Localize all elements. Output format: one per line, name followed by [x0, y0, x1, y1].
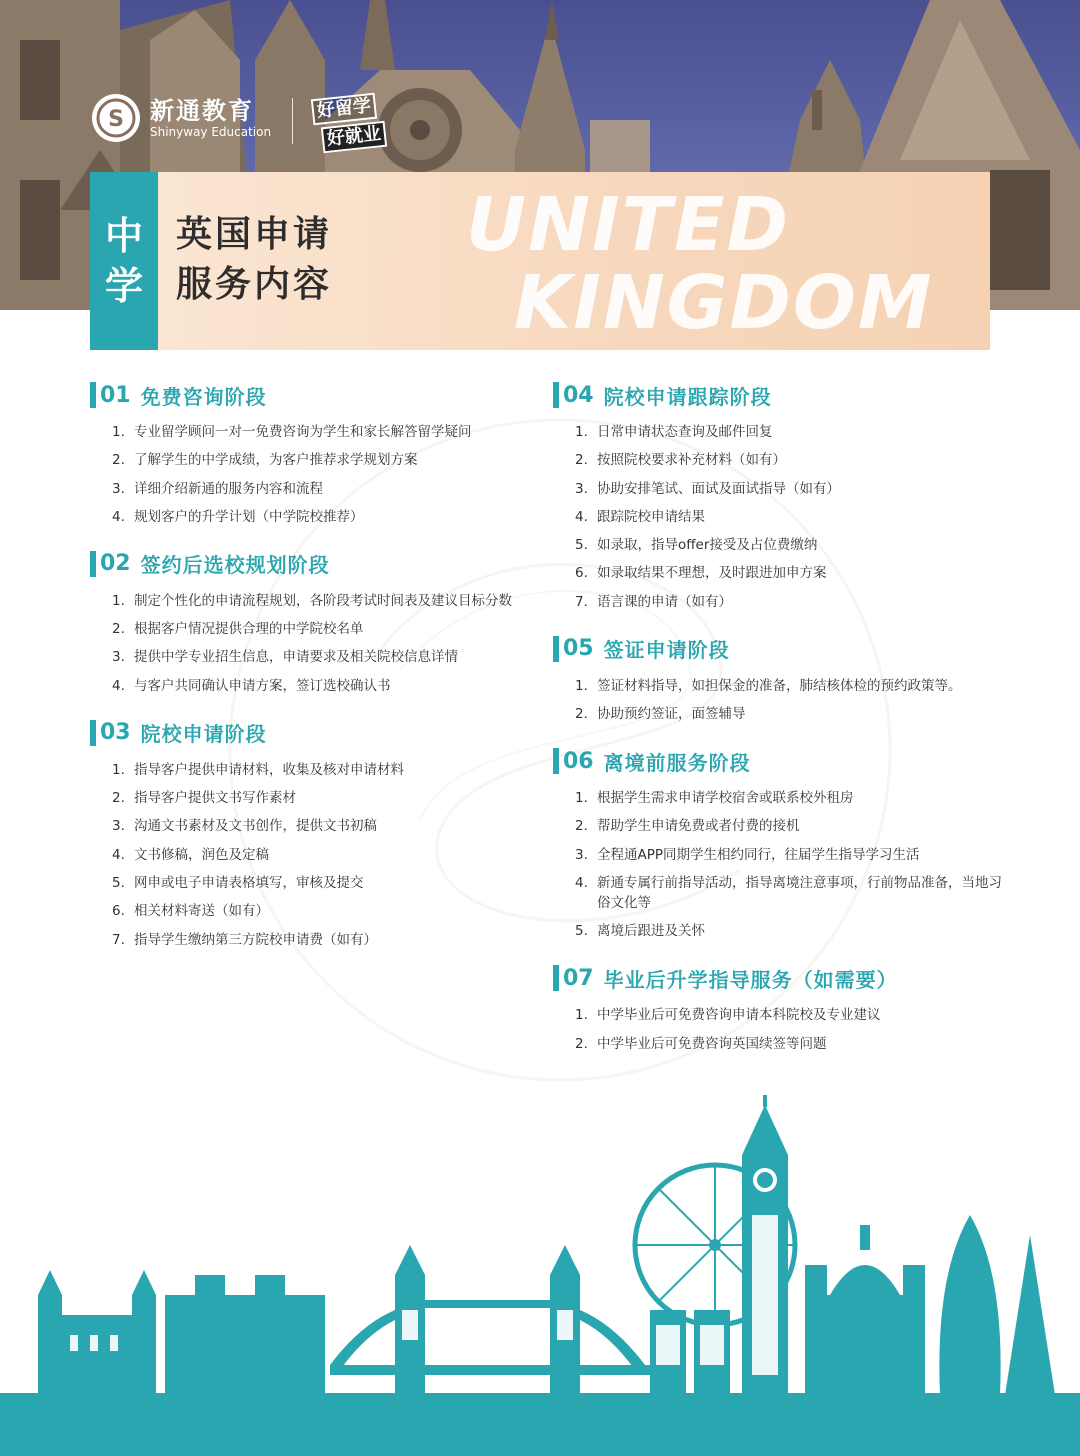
list-item	[575, 873, 1003, 913]
list-item-number: 1.	[575, 1007, 588, 1024]
shinyway-logo-icon	[92, 94, 140, 142]
list-item-text: 跟踪院校申请结果	[597, 508, 705, 525]
list-item	[575, 507, 1003, 527]
list-item-number: 1.	[112, 424, 125, 440]
section-marker	[90, 720, 96, 746]
section-01	[90, 380, 540, 527]
section-number: 06	[563, 748, 594, 774]
section-number: 04	[563, 382, 594, 408]
banner-english-title	[466, 182, 934, 346]
page-title-line2: 服务内容	[176, 264, 333, 305]
list-item	[112, 845, 540, 865]
list-item-text: 了解学生的中学成绩，为客户推荐求学规划方案	[134, 452, 418, 469]
list-item-text: 制定个性化的申请流程规划，各阶段考试时间表及建议目标分数	[134, 592, 512, 609]
list-item-number: 7.	[112, 931, 125, 948]
list-item-text: 根据客户情况提供合理的中学院校名单	[134, 621, 364, 638]
section-item-list	[553, 422, 1003, 612]
list-item	[112, 422, 540, 442]
list-item	[112, 507, 540, 527]
list-item-text: 日常申请状态查询及邮件回复	[597, 424, 773, 440]
left-column	[90, 380, 540, 972]
section-marker	[553, 965, 559, 991]
list-item	[575, 816, 1003, 836]
title-banner	[90, 172, 990, 350]
logo-divider	[292, 98, 293, 144]
list-item-text: 网申或电子申请表格填写，审核及提交	[134, 874, 364, 891]
section-header	[553, 634, 1003, 664]
section-04	[553, 380, 1003, 612]
list-item	[112, 450, 540, 470]
list-item-number: 4.	[112, 846, 125, 863]
list-item	[112, 816, 540, 836]
list-item-number: 4.	[112, 677, 125, 694]
banner-en-line2: KINGDOM	[514, 260, 934, 346]
list-item-text: 专业留学顾问一对一免费咨询为学生和家长解答留学疑问	[134, 424, 472, 440]
level-tag	[90, 172, 158, 350]
list-item	[575, 479, 1003, 499]
list-item-number: 2.	[112, 621, 125, 638]
list-item-text: 协助预约签证，面签辅导	[597, 706, 746, 723]
section-title: 院校申请跟踪阶段	[603, 384, 772, 409]
list-item-number: 3.	[575, 480, 588, 497]
list-item	[575, 1034, 1003, 1054]
section-marker	[553, 382, 559, 408]
list-item-number: 2.	[575, 1035, 588, 1052]
list-item-number: 1.	[112, 592, 125, 609]
list-item-text: 协助安排笔试、面试及面试指导（如有）	[597, 480, 840, 497]
brand-name-cn: 新通教育	[150, 97, 254, 125]
list-item	[575, 563, 1003, 583]
list-item	[112, 901, 540, 921]
section-header	[553, 380, 1003, 410]
page-title-line1: 英国申请	[176, 214, 333, 255]
list-item-number: 3.	[112, 480, 125, 497]
banner-en-line1: UNITED	[466, 182, 791, 268]
section-title: 签约后选校规划阶段	[140, 553, 330, 578]
section-header	[90, 380, 540, 410]
list-item	[575, 592, 1003, 612]
list-item-text: 详细介绍新通的服务内容和流程	[134, 480, 323, 497]
list-item	[112, 930, 540, 950]
list-item	[112, 760, 540, 780]
section-title: 签证申请阶段	[603, 638, 730, 663]
list-item-text: 指导客户提供申请材料，收集及核对申请材料	[134, 761, 404, 778]
section-item-list	[90, 422, 540, 527]
list-item-text: 文书修稿，润色及定稿	[134, 846, 269, 863]
list-item-text: 帮助学生申请免费或者付费的接机	[597, 818, 800, 835]
list-item-number: 2.	[575, 452, 588, 469]
list-item	[575, 535, 1003, 555]
list-item-number: 2.	[575, 706, 588, 723]
list-item-text: 提供中学专业招生信息，申请要求及相关院校信息详情	[134, 649, 458, 666]
list-item-number: 2.	[575, 818, 588, 835]
section-title: 毕业后升学指导服务（如需要）	[603, 967, 898, 992]
list-item-number: 3.	[112, 818, 125, 835]
list-item	[575, 921, 1003, 941]
list-item-number: 1.	[575, 677, 588, 694]
section-item-list	[553, 676, 1003, 724]
list-item-number: 1.	[575, 790, 588, 807]
list-item-number: 3.	[575, 846, 588, 863]
section-title: 离境前服务阶段	[603, 750, 751, 775]
list-item-text: 与客户共同确认申请方案，签订选校确认书	[134, 677, 391, 694]
sublogo-line2: 好就业	[321, 121, 387, 154]
list-item-text: 中学毕业后可免费咨询申请本科院校及专业建议	[597, 1007, 881, 1024]
section-header	[553, 963, 1003, 993]
section-06	[553, 746, 1003, 941]
list-item-text: 相关材料寄送（如有）	[134, 903, 269, 920]
list-item	[112, 619, 540, 639]
brand-logo	[92, 94, 271, 142]
list-item	[112, 788, 540, 808]
list-item-text: 如录取结果不理想，及时跟进加申方案	[597, 565, 827, 582]
list-item-number: 5.	[575, 537, 588, 554]
section-number: 07	[563, 965, 594, 991]
section-02	[90, 549, 540, 696]
section-header	[553, 746, 1003, 776]
list-item-text: 全程通APP同期学生相约同行，往届学生指导学习生活	[597, 846, 920, 863]
section-marker	[553, 636, 559, 662]
list-item-text: 语言课的申请（如有）	[597, 593, 732, 610]
list-item-text: 根据学生需求申请学校宿舍或联系校外租房	[597, 790, 854, 807]
list-item	[575, 845, 1003, 865]
list-item	[575, 1005, 1003, 1025]
right-column	[553, 380, 1003, 1076]
section-07	[553, 963, 1003, 1053]
page-title	[176, 210, 332, 310]
list-item-text: 沟通文书素材及文书创作，提供文书初稿	[134, 818, 377, 835]
london-skyline-illustration	[0, 1095, 1080, 1456]
list-item-text: 离境后跟进及关怀	[597, 923, 705, 940]
list-item	[112, 873, 540, 893]
section-header	[90, 549, 540, 579]
list-item	[575, 788, 1003, 808]
list-item	[112, 676, 540, 696]
svg-text:S: S	[108, 107, 124, 132]
sublogo-line1: 好留学	[311, 93, 377, 126]
list-item-text: 中学毕业后可免费咨询英国续签等问题	[597, 1035, 827, 1052]
section-number: 02	[100, 551, 131, 577]
list-item	[575, 676, 1003, 696]
list-item	[112, 591, 540, 611]
list-item-number: 5.	[575, 923, 588, 940]
list-item-number: 6.	[112, 903, 125, 920]
list-item-number: 2.	[112, 790, 125, 807]
section-item-list	[90, 591, 540, 696]
list-item-number: 4.	[575, 874, 588, 891]
list-item-number: 5.	[112, 874, 125, 891]
list-item-text: 指导客户提供文书写作素材	[134, 790, 296, 807]
section-header	[90, 718, 540, 748]
level-tag-line2: 学	[104, 264, 143, 308]
section-title: 免费咨询阶段	[140, 384, 267, 409]
list-item	[112, 647, 540, 667]
list-item-number: 4.	[112, 508, 125, 525]
list-item-text: 新通专属行前指导活动，指导离境注意事项，行前物品准备，当地习俗文化等	[597, 874, 1002, 911]
section-item-list	[90, 760, 540, 950]
list-item-number: 1.	[112, 761, 125, 778]
list-item	[575, 450, 1003, 470]
list-item	[112, 479, 540, 499]
section-number: 03	[100, 720, 131, 746]
list-item-number: 1.	[575, 424, 588, 440]
list-item-text: 如录取，指导offer接受及占位费缴纳	[597, 537, 818, 554]
section-marker	[553, 748, 559, 774]
sublogo	[312, 96, 394, 152]
list-item-text: 按照院校要求补充材料（如有）	[597, 452, 786, 469]
list-item	[575, 704, 1003, 724]
section-03	[90, 718, 540, 950]
list-item-text: 指导学生缴纳第三方院校申请费（如有）	[134, 931, 377, 948]
list-item-number: 2.	[112, 452, 125, 469]
section-marker	[90, 382, 96, 408]
list-item	[575, 422, 1003, 442]
section-marker	[90, 551, 96, 577]
list-item-number: 7.	[575, 593, 588, 610]
level-tag-line1: 中	[104, 214, 143, 258]
list-item-text: 规划客户的升学计划（中学院校推荐）	[134, 508, 364, 525]
section-05	[553, 634, 1003, 724]
list-item-text: 签证材料指导，如担保金的准备，肺结核体检的预约政策等。	[597, 677, 962, 694]
section-item-list	[553, 1005, 1003, 1053]
section-number: 05	[563, 636, 594, 662]
brand-name-en: Shinyway Education	[150, 125, 272, 139]
list-item-number: 4.	[575, 508, 588, 525]
list-item-number: 6.	[575, 565, 588, 582]
section-item-list	[553, 788, 1003, 941]
section-title: 院校申请阶段	[140, 722, 267, 747]
list-item-number: 3.	[112, 649, 125, 666]
section-number: 01	[100, 382, 131, 408]
